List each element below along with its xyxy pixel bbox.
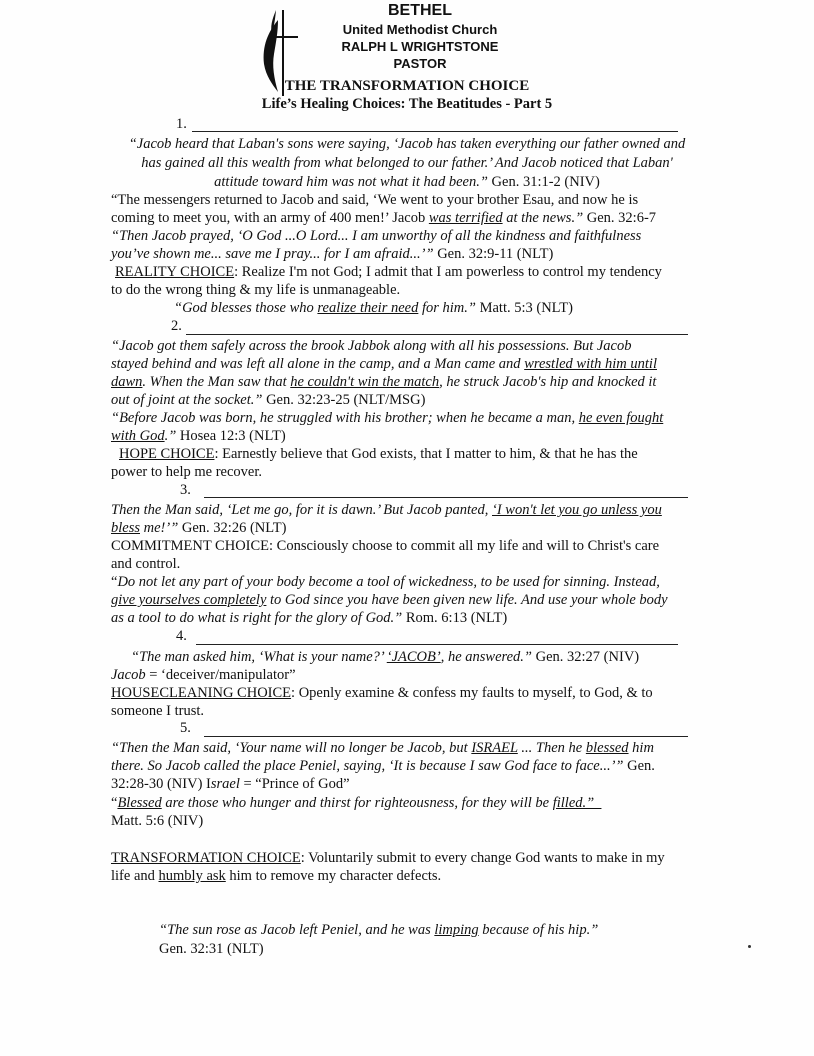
choice-statement: HOUSECLEANING CHOICE: Openly examine & confess my faults to myself, to God, & to — [111, 685, 653, 701]
fill-in-blank[interactable] — [186, 334, 688, 335]
scripture-line: “Jacob heard that Laban's sons were saying, ‘Jacob has taken everything our father owned and — [128, 136, 686, 152]
definition-line: 32:28-30 (NIV) Israel = “Prince of God” — [111, 776, 350, 792]
section-number: 4. — [176, 628, 187, 644]
section-number: 1. — [176, 116, 187, 132]
scripture-line: “Then Jacob prayed, ‘O God ...O Lord... I am unworthy of all the kindness and faithfulness — [111, 228, 642, 244]
scripture-reference: Matt. 5:6 (NIV) — [111, 813, 204, 829]
scripture-line: dawn. When the Man saw that he couldn't win the match, he struck Jacob's hip and knocked it — [111, 374, 657, 390]
scripture-line: you’ve shown me... save me I pray... for I am afraid...’” Gen. 32:9-11 (NLT) — [111, 246, 554, 262]
scripture-line: “Do not let any part of your body become a tool of wickedness, to be used for sinning. Instead, — [111, 574, 660, 590]
scripture-line: has gained all this wealth from what belonged to our father.’ And Jacob noticed that Laban' — [141, 155, 673, 171]
choice-statement: to do the wrong thing & my life is unmanageable. — [111, 282, 401, 298]
choice-statement: power to help me recover. — [111, 464, 262, 480]
scripture-line: “The man asked him, ‘What is your name?’ ‘JACOB’, he answered.” Gen. 32:27 (NIV) — [131, 649, 640, 665]
scripture-line: Then the Man said, ‘Let me go, for it is dawn.’ But Jacob panted, ‘I won't let you go unless you — [111, 502, 662, 518]
transformation-choice: life and humbly ask him to remove my character defects. — [111, 868, 442, 884]
fill-in-blank[interactable] — [204, 497, 688, 498]
closing-reference: Gen. 32:31 (NLT) — [159, 941, 264, 957]
scripture-line: “Before Jacob was born, he struggled with his brother; when he became a man, he even fought — [111, 410, 664, 426]
scripture-line: out of joint at the socket.” Gen. 32:23-25 (NLT/MSG) — [111, 392, 426, 408]
denomination: United Methodist Church — [342, 22, 498, 37]
beatitude-line: “God blesses those who realize their need for him.” Matt. 5:3 (NLT) — [174, 300, 573, 316]
scripture-line: “Then the Man said, ‘Your name will no longer be Jacob, but ISRAEL ... Then he blessed him — [111, 740, 654, 756]
scripture-line: “Jacob got them safely across the brook Jabbok along with all his possessions. But Jacob — [111, 338, 632, 354]
scripture-line: “The messengers returned to Jacob and said, ‘We went to your brother Esau, and now he is — [111, 192, 639, 208]
choice-statement: and control. — [111, 556, 181, 572]
section-number: 3. — [180, 482, 191, 498]
scripture-line: with God.” Hosea 12:3 (NLT) — [111, 428, 286, 444]
fill-in-blank[interactable] — [196, 644, 678, 645]
scripture-line: coming to meet you, with an army of 400 men!’ Jacob was terrified at the news.” Gen. 32:6-7 — [111, 210, 657, 226]
definition-line: Jacob = ‘deceiver/manipulator” — [111, 667, 296, 683]
scripture-line: bless me!’” Gen. 32:26 (NLT) — [111, 520, 287, 536]
fill-in-blank[interactable] — [204, 736, 688, 737]
scripture-line: there. So Jacob called the place Peniel, saying, ‘It is because I saw God face to face...’” Gen. — [111, 758, 655, 774]
pastor-name: RALPH L WRIGHTSTONE — [341, 39, 499, 54]
scripture-line: attitude toward him was not what it had been.” Gen. 31:1-2 (NIV) — [214, 174, 600, 190]
scripture-line: give yourselves completely to God since you have been given new life. And use your whole body — [111, 592, 668, 608]
closing-quote: “The sun rose as Jacob left Peniel, and he was limping because of his hip.” — [159, 922, 599, 938]
scripture-line: stayed behind and was left all alone in the camp, and a Man came and wrestled with him until — [111, 356, 657, 372]
section-number: 2. — [171, 318, 182, 334]
church-name: BETHEL — [388, 2, 452, 19]
pastor-title: PASTOR — [393, 56, 447, 71]
scripture-line: as a tool to do what is right for the glory of God.” Rom. 6:13 (NLT) — [111, 610, 508, 626]
fill-in-blank[interactable] — [192, 131, 678, 132]
page-subtitle: Life’s Healing Choices: The Beatitudes - Part 5 — [261, 96, 553, 112]
beatitude-line: “Blessed are those who hunger and thirst for righteousness, for they will be filled.” — [111, 795, 602, 811]
transformation-choice: TRANSFORMATION CHOICE: Voluntarily submit to every change God wants to make in my — [111, 850, 665, 866]
choice-statement: someone I trust. — [111, 703, 205, 719]
choice-statement: COMMITMENT CHOICE: Consciously choose to commit all my life and will to Christ's care — [111, 538, 660, 554]
choice-statement: REALITY CHOICE: Realize I'm not God; I admit that I am powerless to control my tendency — [115, 264, 662, 280]
scan-speck — [748, 945, 751, 948]
choice-statement: HOPE CHOICE: Earnestly believe that God exists, that I matter to him, & that he has the — [119, 446, 638, 462]
page-title: THE TRANSFORMATION CHOICE — [284, 78, 530, 94]
section-number: 5. — [180, 720, 191, 736]
